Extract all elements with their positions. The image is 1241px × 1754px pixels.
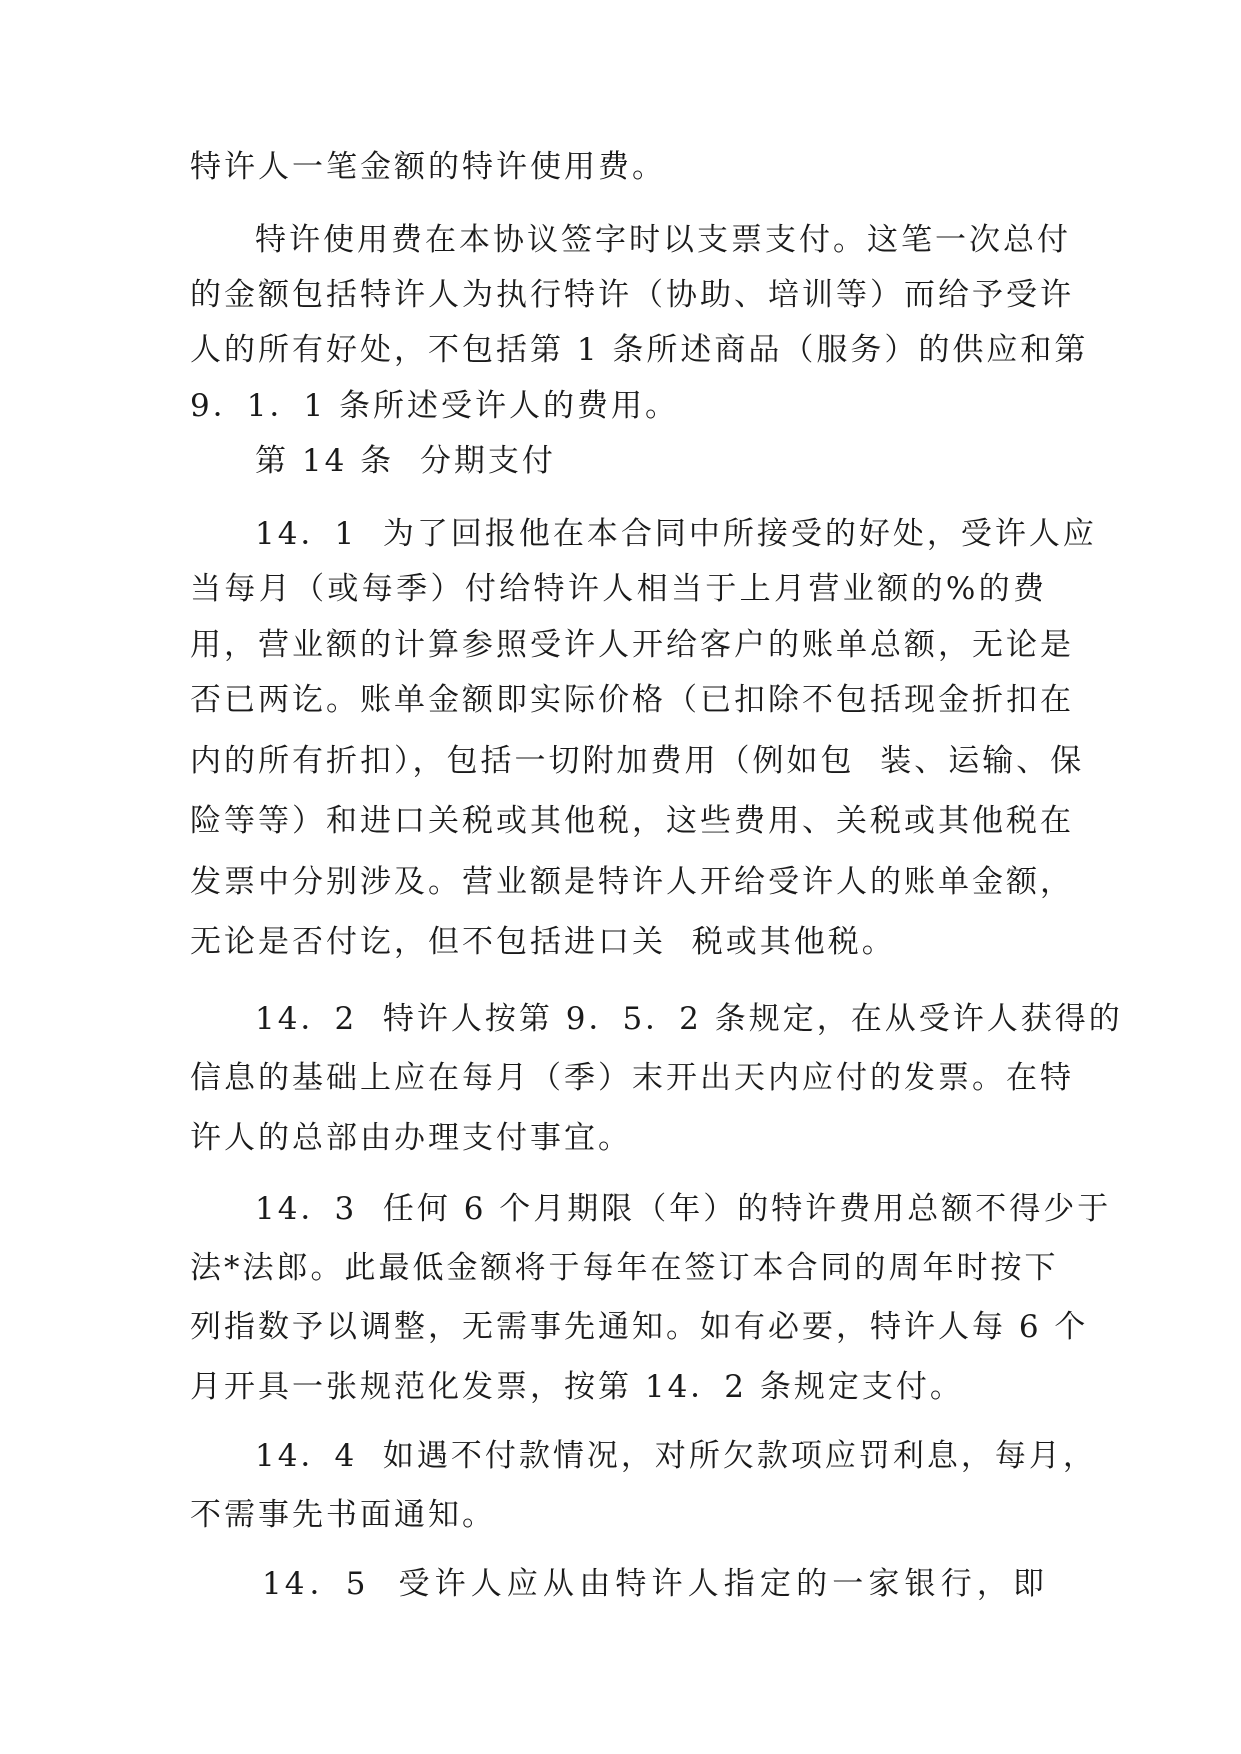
text-line: 的金额包括特许人为执行特许（协助、培训等）而给予受许 <box>190 277 1074 313</box>
text-line: 列指数予以调整，无需事先通知。如有必要，特许人每 6 个 <box>190 1309 1089 1345</box>
section-heading: 第 14 条 分期支付 <box>255 443 556 479</box>
text-line: 9．1．1 条所述受许人的费用。 <box>190 388 680 424</box>
text-line: 否已两讫。账单金额即实际价格（已扣除不包括现金折扣在 <box>190 682 1074 718</box>
text-line: 许人的总部由办理支付事宜。 <box>190 1120 632 1156</box>
text-line: 月开具一张规范化发票，按第 14．2 条规定支付。 <box>190 1369 964 1405</box>
text-line: 发票中分别涉及。营业额是特许人开给受许人的账单金额， <box>190 864 1074 900</box>
text-line: 不需事先书面通知。 <box>190 1497 496 1533</box>
text-line: 14．4 如遇不付款情况，对所欠款项应罚利息，每月， <box>255 1438 1097 1474</box>
text-line: 用，营业额的计算参照受许人开给客户的账单总额，无论是 <box>190 627 1074 663</box>
text-line: 14．3 任何 6 个月期限（年）的特许费用总额不得少于 <box>255 1191 1112 1227</box>
text-line: 14．2 特许人按第 9．5．2 条规定，在从受许人获得的 <box>255 1001 1123 1037</box>
text-line: 当每月（或每季）付给特许人相当于上月营业额的%的费 <box>190 571 1047 607</box>
text-line: 特许使用费在本协议签字时以支票支付。这笔一次总付 <box>255 222 1071 258</box>
text-line: 内的所有折扣），包括一切附加费用（例如包 装、运输、保 <box>190 743 1085 779</box>
text-line: 特许人一笔金额的特许使用费。 <box>190 149 666 185</box>
text-line: 法*法郎。此最低金额将于每年在签订本合同的周年时按下 <box>190 1250 1059 1286</box>
text-line: 人的所有好处，不包括第 1 条所述商品（服务）的供应和第 <box>190 332 1089 368</box>
text-line: 无论是否付讫，但不包括进口关 税或其他税。 <box>190 924 896 960</box>
text-line: 险等等）和进口关税或其他税，这些费用、关税或其他税在 <box>190 803 1074 839</box>
text-line: 信息的基础上应在每月（季）末开出天内应付的发票。在特 <box>190 1060 1074 1096</box>
text-line: 14．1 为了回报他在本合同中所接受的好处，受许人应 <box>255 516 1097 552</box>
text-line: 14．5 受许人应从由特许人指定的一家银行，即 <box>262 1566 1047 1602</box>
